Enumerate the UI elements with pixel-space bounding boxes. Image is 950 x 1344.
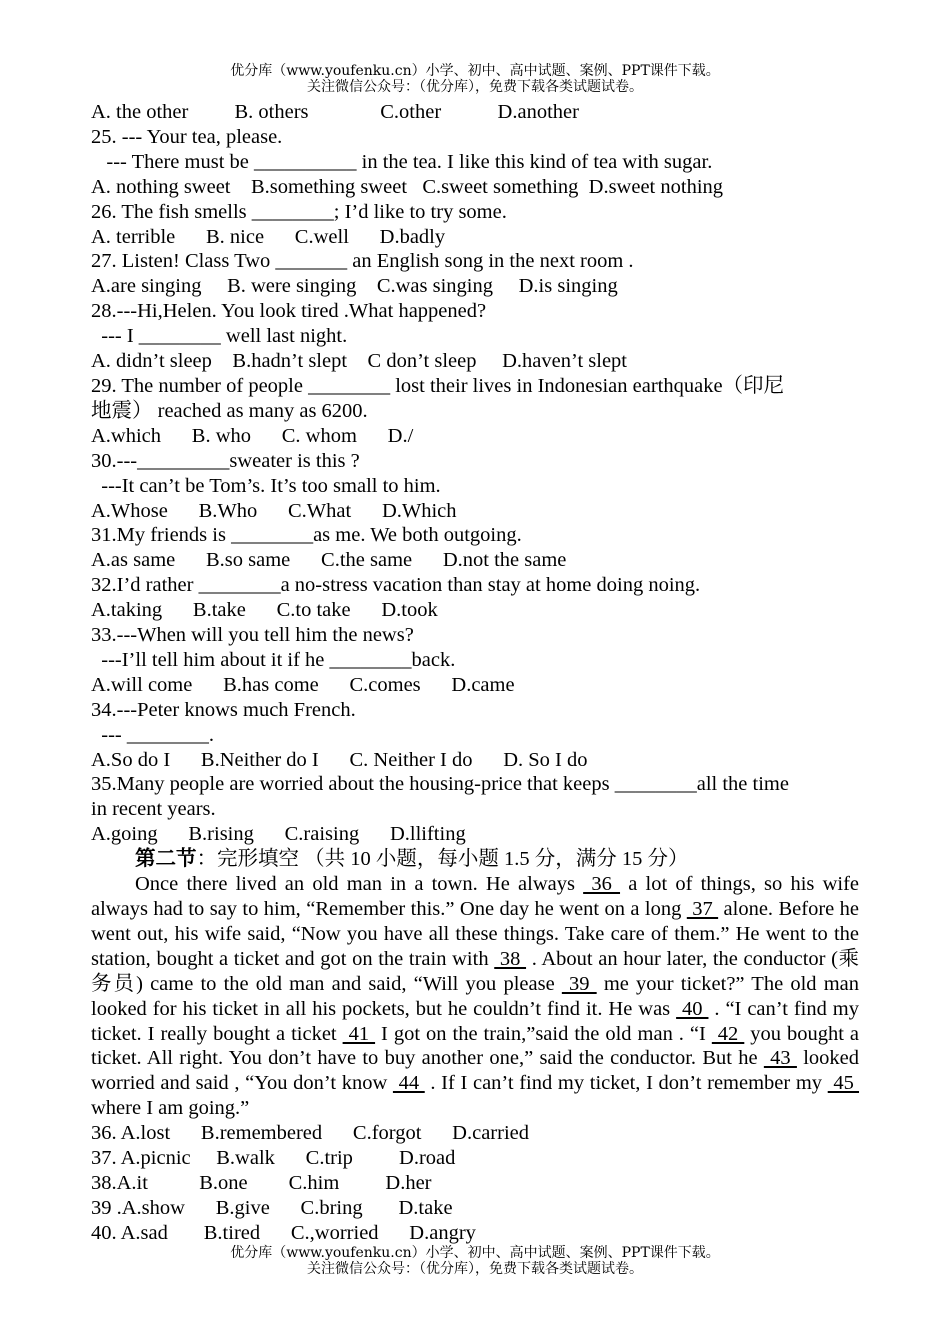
passage-text: . “I can’t find my ticket. I really bought a ticket [91, 997, 860, 1045]
passage-text: a lot of things, so his wife always had to say to him, “Remember this.” One day he went on a long [91, 873, 859, 920]
header-line-1: 优分库（www.youfenku.cn）小学、初中、高中试题、案例、PPT课件下载。 [230, 63, 720, 79]
passage-text: where I am going.” [91, 1097, 250, 1120]
section-title: 第二节 [135, 848, 197, 871]
question-line: --- I ________ well last night. [91, 325, 348, 348]
footer-line-1: 优分库（www.youfenku.cn）小学、初中、高中试题、案例、PPT课件下载。 [230, 1245, 720, 1261]
question-line: --- There must be __________ in the tea. I like this kind of tea with sugar. [91, 150, 713, 173]
question-line: A.going B.rising C.raising D.llifting [91, 823, 466, 846]
option-line: 40. A.sad B.tired C.,worried D.angry [91, 1221, 476, 1244]
passage-text: alone. Before he went out, his wife said, “Now you have all these things. Take care of them.” He went to the station, bought a ticket and got on the train with [91, 898, 859, 970]
blank-43: 43 [763, 1047, 797, 1070]
question-line: ---I’ll tell him about it if he ________back. [91, 648, 456, 671]
footer-line-2: 关注微信公众号：（优分库），免费下载各类试题试卷。 [307, 1261, 643, 1277]
question-line: A. didn’t sleep B.hadn’t slept C don’t sleep D.haven’t slept [91, 350, 627, 373]
question-line: 35.Many people are worried about the housing-price that keeps ________all the time [91, 773, 789, 796]
question-line: in recent years. [91, 798, 216, 821]
blank-44: 44 [392, 1072, 425, 1095]
header-line-2: 关注微信公众号：（优分库），免费下载各类试题试卷。 [307, 79, 643, 95]
passage-text: . If I can’t find my ticket, I don’t remember my [424, 1072, 828, 1095]
question-line: 25. --- Your tea, please. [91, 125, 283, 148]
page-footer [0, 1245, 950, 1277]
question-line: A.So do I B.Neither do I C. Neither I do D. So I do [91, 748, 588, 771]
option-line: 39 .A.show B.give C.bring D.take [91, 1196, 453, 1219]
blank-45: 45 [827, 1072, 860, 1095]
question-line: A.as same B.so same C.the same D.not the same [91, 549, 567, 572]
question-line: 28.---Hi,Helen. You look tired .What happened? [91, 300, 487, 323]
blank-41: 41 [342, 1022, 376, 1045]
question-line: 地震） reached as many as 6200. [91, 399, 368, 422]
passage-text: Once there lived an old man in a town. He always [135, 873, 584, 896]
blank-36: 36 [583, 873, 621, 896]
question-line: A.will come B.has come C.comes D.came [91, 673, 515, 696]
section-description: ：完形填空 （共 10 小题，每小题 1.5 分，满分 15 分） [196, 848, 689, 871]
question-line: A.taking B.take C.to take D.took [91, 599, 438, 622]
section-heading [91, 847, 859, 872]
question-line: A.are singing B. were singing C.was singing D.is singing [91, 275, 618, 298]
question-line: A.Whose B.Who C.What D.Which [91, 499, 457, 522]
passage-text: . About an hour later, the conductor (乘务员) came to the old man and said, “Will you please [91, 947, 860, 995]
question-line: 26. The fish smells ________; I’d like to try some. [91, 200, 507, 223]
passage-text: you bought a ticket. All right. You don’t have to buy another one,” said the conductor. But he [91, 1022, 860, 1070]
passage-text: me your ticket?” The old man looked for his ticket in all his pockets, but he couldn’t find it. He was [91, 972, 859, 1020]
question-line: 27. Listen! Class Two _______ an English song in the next room . [91, 250, 634, 273]
question-line: --- ________. [91, 723, 214, 746]
question-line: 34.---Peter knows much French. [91, 698, 356, 721]
exam-content [91, 100, 859, 1246]
passage-text: I got on the train,”said the old man . “I [375, 1022, 712, 1045]
blank-38: 38 [494, 947, 527, 970]
question-line: 31.My friends is ________as me. We both outgoing. [91, 524, 522, 547]
cloze-passage [91, 872, 859, 1121]
question-line: 33.---When will you tell him the news? [91, 624, 414, 647]
blank-40: 40 [676, 997, 709, 1020]
option-line: 36. A.lost B.remembered C.forgot D.carried [91, 1122, 530, 1145]
blank-39: 39 [561, 972, 597, 995]
option-line: 38.A.it B.one C.him D.her [91, 1171, 432, 1194]
blank-42: 42 [711, 1022, 745, 1045]
question-line: A. terrible B. nice C.well D.badly [91, 225, 446, 248]
blank-37: 37 [686, 898, 719, 920]
passage-text: looked worried and said , “You don’t know [91, 1047, 859, 1095]
question-line: 32.I’d rather ________a no-stress vacation than stay at home doing noing. [91, 574, 701, 597]
question-line: ---It can’t be Tom’s. It’s too small to him. [91, 474, 441, 497]
question-line: A. nothing sweet B.something sweet C.sweet something D.sweet nothing [91, 175, 724, 198]
question-line: 30.---_________sweater is this ? [91, 449, 360, 472]
page-header [0, 63, 950, 95]
question-line: A.which B. who C. whom D./ [91, 424, 414, 447]
option-line: 37. A.picnic B.walk C.trip D.road [91, 1147, 456, 1170]
question-line: 29. The number of people ________ lost their lives in Indonesian earthquake（印尼 [91, 374, 785, 397]
question-line: A. the other B. others C.other D.another [91, 101, 579, 123]
